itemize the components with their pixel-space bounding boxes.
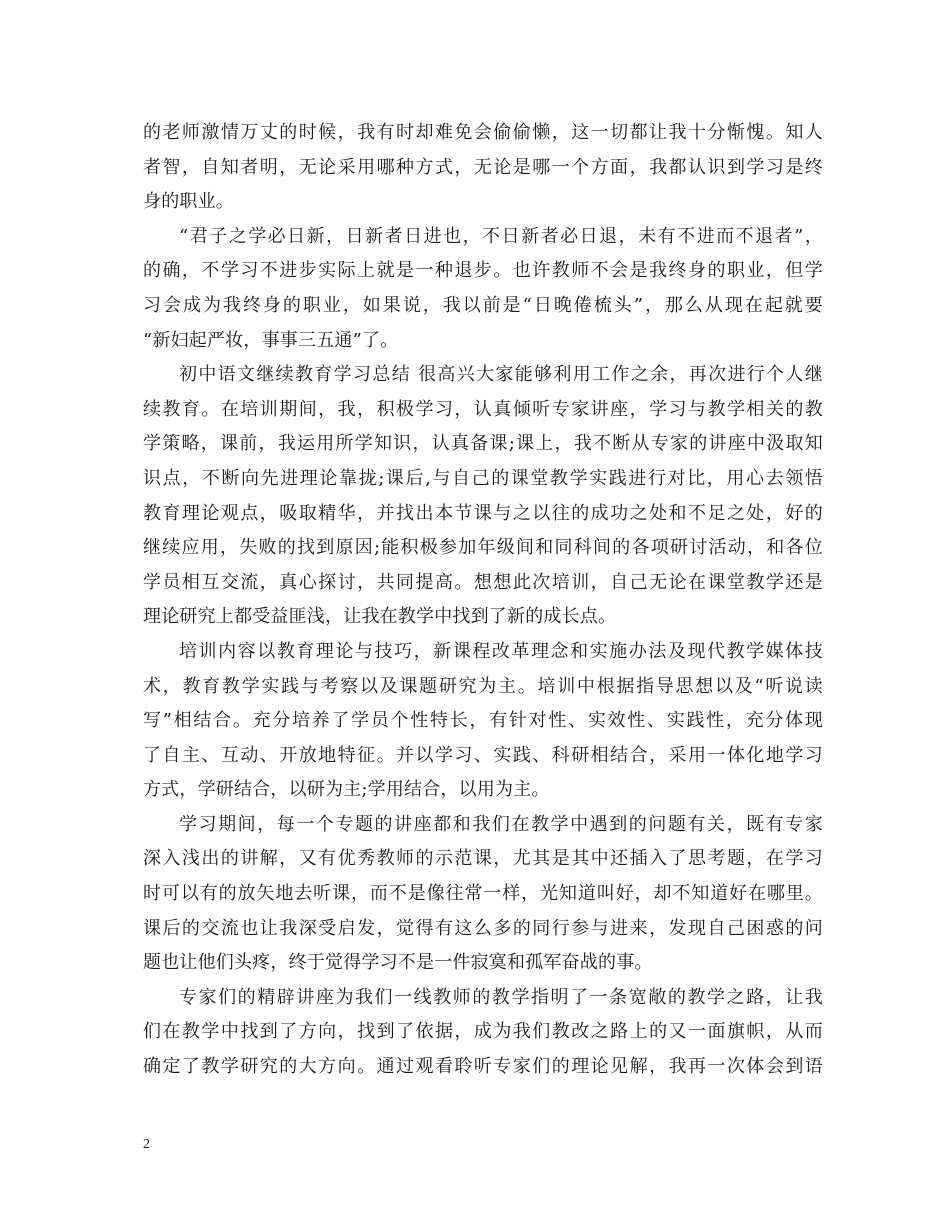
text-line: 学员相互交流，真心探讨，共同提高。想想此次培训，自己无论在课堂教学还是 bbox=[143, 571, 823, 593]
text-line: 者智，自知者明，无论采用哪种方式，无论是哪一个方面，我都认识到学习是终 bbox=[143, 156, 823, 178]
text-line: 身的职业。 bbox=[143, 191, 234, 213]
text-line: 学策略，课前，我运用所学知识，认真备课;课上，我不断从专家的讲座中汲取知 bbox=[143, 433, 823, 455]
text-line: 专家们的精辟讲座为我们一线教师的教学指明了一条宽敞的教学之路，让我 bbox=[179, 986, 823, 1008]
text-line: 的确，不学习不进步实际上就是一种退步。也许教师不会是我终身的职业，但学 bbox=[143, 260, 823, 282]
text-line: 题也让他们头疼，终于觉得学习不是一件寂寞和孤军奋战的事。 bbox=[143, 952, 653, 974]
text-line: 确定了教学研究的大方向。通过观看聆听专家们的理论见解，我再一次体会到语 bbox=[143, 1056, 823, 1078]
text-line: 识点，不断向先进理论靠拢;课后,与自己的课堂教学实践进行对比，用心去领悟 bbox=[143, 467, 823, 489]
body-text bbox=[143, 116, 823, 1085]
text-line: 们在教学中找到了方向，找到了依据，成为我们教改之路上的又一面旗帜，从而 bbox=[143, 1021, 823, 1043]
text-line: 的老师激情万丈的时候，我有时却难免会偷偷懒，这一切都让我十分惭愧。知人 bbox=[143, 122, 823, 143]
text-line: 写”相结合。充分培养了学员个性特长，有针对性、实效性、实践性，充分体现 bbox=[143, 710, 823, 732]
text-line: 理论研究上都受益匪浅，让我在教学中找到了新的成长点。 bbox=[143, 606, 617, 628]
text-line: 了自主、互动、开放地特征。并以学习、实践、科研相结合，采用一体化地学习 bbox=[143, 744, 823, 766]
text-line: 课后的交流也让我深受启发，觉得有这么多的同行参与进来，发现自己困惑的问 bbox=[143, 917, 823, 939]
text-line: 培训内容以教育理论与技巧，新课程改革理念和实施办法及现代教学媒体技 bbox=[179, 640, 823, 662]
text-line: “新妇起严妆，事事三五通”了。 bbox=[143, 329, 399, 351]
page-number: 2 bbox=[143, 1137, 150, 1152]
text-line: 深入浅出的讲解，又有优秀教师的示范课，尤其是其中还插入了思考题，在学习 bbox=[143, 848, 823, 870]
text-line: 时可以有的放矢地去听课，而不是像往常一样，光知道叫好，却不知道好在哪里。 bbox=[143, 883, 823, 905]
text-line: 习会成为我终身的职业，如果说，我以前是“日晚倦梳头”，那么从现在起就要 bbox=[143, 294, 823, 316]
text-line: 方式，学研结合，以研为主;学用结合，以用为主。 bbox=[143, 779, 550, 801]
text-line: 续教育。在培训期间，我，积极学习，认真倾听专家讲座，学习与教学相关的教 bbox=[143, 398, 823, 420]
text-line: 初中语文继续教育学习总结 很高兴大家能够利用工作之余，再次进行个人继 bbox=[179, 364, 823, 386]
text-line: 学习期间，每一个专题的讲座都和我们在教学中遇到的问题有关，既有专家 bbox=[179, 813, 823, 835]
text-line: 继续应用，失败的找到原因;能积极参加年级间和同科间的各项研讨活动，和各位 bbox=[143, 537, 823, 559]
text-line: “君子之学必日新，日新者日进也，不日新者必日退，未有不进而不退者”， bbox=[179, 225, 823, 247]
text-line: 术，教育教学实践与考察以及课题研究为主。培训中根据指导思想以及“听说读 bbox=[143, 675, 823, 697]
text-line: 教育理论观点，吸取精华，并找出本节课与之以往的成功之处和不足之处，好的 bbox=[143, 502, 823, 524]
